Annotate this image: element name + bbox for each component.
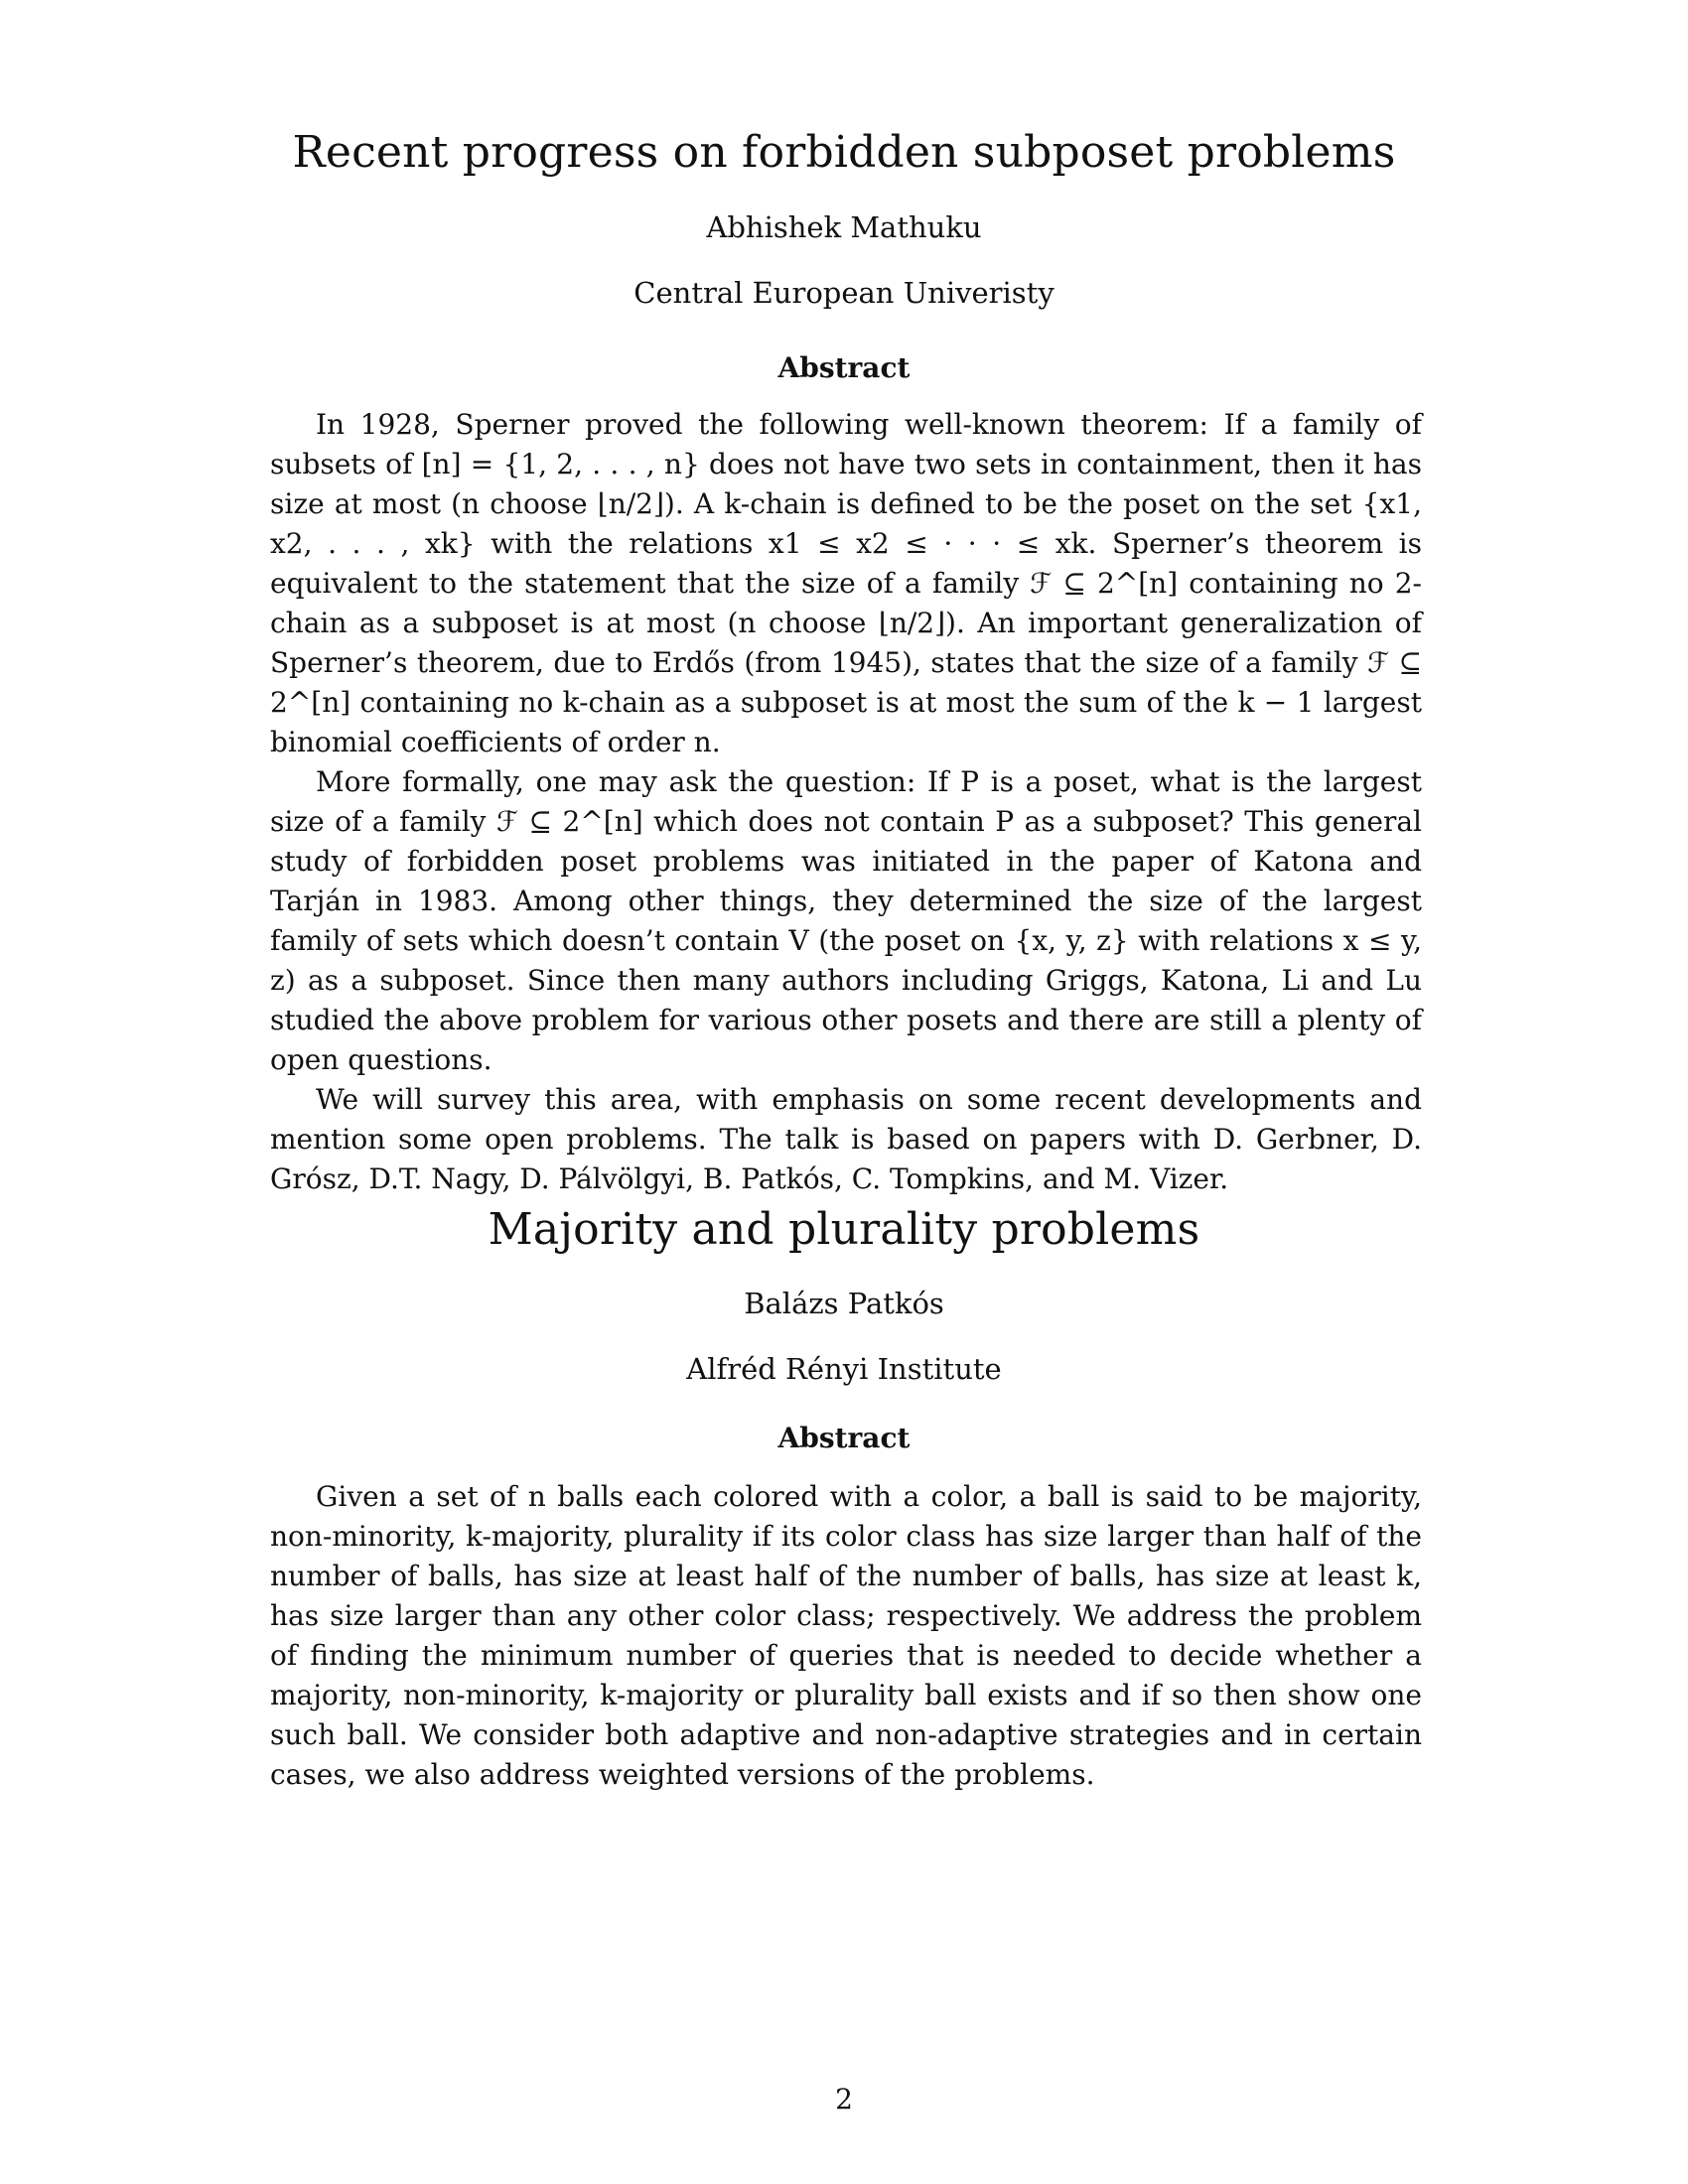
section-1-paragraph-3: We will survey this area, with emphasis on some recent developments and mention some open problems. The talk is based on papers with D. Gerbner, D. Grósz, D.T. Nagy, D. Pálvölgyi, B. Patkós, C. Tompkins, and M. Vizer.	[270, 1083, 1422, 1195]
section-1-abstract-heading: Abstract	[777, 351, 911, 384]
section-1-paragraph-1: In 1928, Sperner proved the following well-known theorem: If a family of subsets of [n] = {1, 2, . . . , n} does not have two sets in containment, then it has size at most (n choose ⌊n/2⌋). A k-chain is defined to be the poset on the set {x1, x2, . . . , xk} with the relations x1 ≤ x2 ≤ · · · ≤ xk. Sperner’s theorem is equivalent to the statement that the size of a family ℱ ⊆ 2^[n] containing no 2-chain as a subposet is at most (n choose ⌊n/2⌋). An important generalization of Sperner’s theorem, due to Erdős (from 1945), states that the size of a family ℱ ⊆ 2^[n] containing no k-chain as a subposet is at most the sum of the k − 1 largest binomial coefficients of order n.	[270, 408, 1422, 758]
section-1-author: Abhishek Mathuku	[706, 210, 982, 244]
section-1-title: Recent progress on forbidden subposet problems	[292, 127, 1396, 178]
section-2-abstract-heading: Abstract	[777, 1422, 911, 1454]
section-2-paragraph-1: Given a set of n balls each colored with a color, a ball is said to be majority, non-minority, k-majority, plurality if its color class has size larger than half of the number of balls, has size at least half of the number of balls, has size at least k, has size larger than any other color class; respectively. We address the problem of finding the minimum number of queries that is needed to decide whether a majority, non-minority, k-majority or plurality ball exists and if so then show one such ball. We consider both adaptive and non-adaptive strategies and in certain cases, we also address weighted versions of the problems.	[270, 1480, 1422, 1791]
page-number: 2	[835, 2083, 853, 2116]
section-2-title: Majority and plurality problems	[488, 1204, 1200, 1255]
section-1-paragraph-2: More formally, one may ask the question: If P is a poset, what is the largest size of a family ℱ ⊆ 2^[n] which does not contain P as a subposet? This general study of forbidden poset problems was initiated in the paper of Katona and Tarján in 1983. Among other things, they determined the size of the largest family of sets which doesn’t contain V (the poset on {x, y, z} with relations x ≤ y, z) as a subposet. Since then many authors including Griggs, Katona, Li and Lu studied the above problem for various other posets and there are still a plenty of open questions.	[270, 765, 1422, 1076]
section-1-affiliation: Central European Univeristy	[633, 276, 1055, 310]
section-1-abstract-body	[270, 405, 1422, 1199]
section-2-affiliation: Alfréd Rényi Institute	[686, 1352, 1002, 1386]
section-2-abstract-body	[270, 1477, 1422, 1795]
section-2-author: Balázs Patkós	[744, 1287, 944, 1320]
